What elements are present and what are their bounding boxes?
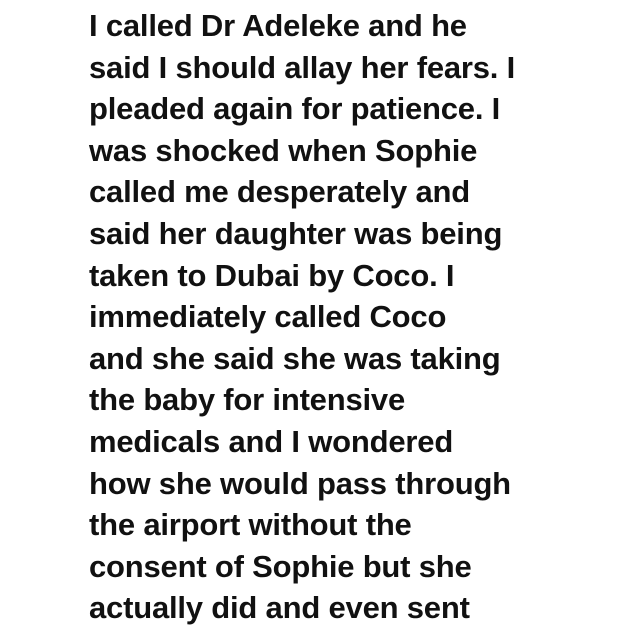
text-line: and she said she was taking [89, 340, 501, 376]
text-line: immediately called Coco [89, 299, 447, 335]
text-line: the airport without the [89, 507, 412, 543]
text-line: was shocked when Sophie [89, 132, 478, 168]
text-line: said I should allay her fears. I [89, 49, 516, 85]
text-line: actually did and even sent [89, 590, 470, 626]
text-line: taken to Dubai by Coco. I [89, 257, 455, 293]
text-line: called me desperately and [89, 174, 470, 210]
text-line: how she would pass through [89, 465, 511, 501]
text-line: the baby for intensive [89, 382, 405, 418]
body-text [89, 5, 629, 629]
text-line: I called Dr Adeleke and he [89, 8, 467, 43]
text-line: medicals and I wondered [89, 423, 454, 459]
text-line: said her daughter was being [89, 215, 503, 251]
text-line: consent of Sophie but she [89, 548, 472, 584]
text-line: pleaded again for patience. I [89, 91, 501, 127]
